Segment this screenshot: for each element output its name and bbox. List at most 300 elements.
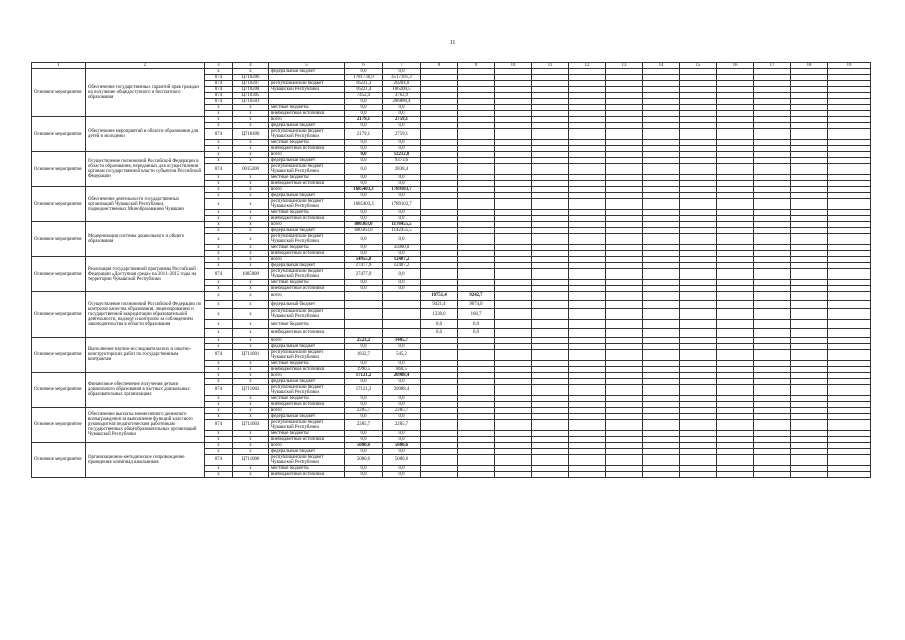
table-row — [32, 292, 871, 301]
header-cell: 6 — [345, 63, 383, 69]
value-col7-cell: 0,0 — [383, 69, 421, 75]
value-col8-cell: 10751,4 — [421, 292, 458, 301]
empty-cell — [828, 309, 871, 320]
funding-source-cell: всего — [269, 407, 345, 413]
budget-code-cell: Ц710206 — [233, 75, 269, 81]
budget-table — [31, 62, 871, 478]
empty-cell — [717, 349, 754, 360]
empty-cell — [791, 309, 828, 320]
value-col6-cell: 1990,5 — [345, 366, 383, 372]
empty-cell — [606, 419, 643, 430]
empty-cell — [717, 384, 754, 395]
header-cell: 8 — [421, 63, 458, 69]
funding-source-cell: местные бюджеты — [269, 395, 345, 401]
value-col7-cell: 0,0 — [383, 234, 421, 245]
value-col7-cell: 12212,0 — [383, 152, 421, 158]
grbs-code-cell: x — [205, 436, 233, 442]
empty-cell — [495, 199, 532, 210]
empty-cell — [754, 129, 791, 140]
value-col7-cell: 20988,4 — [383, 372, 421, 378]
value-col9-cell — [458, 384, 495, 395]
budget-code-cell: x — [233, 320, 269, 329]
empty-cell — [754, 454, 791, 465]
grbs-code-cell: x — [205, 228, 233, 234]
value-col9-cell: 0,0 — [458, 329, 495, 338]
empty-cell — [569, 329, 606, 338]
value-col6-cell: 16221,4 — [345, 87, 383, 93]
empty-cell — [495, 349, 532, 360]
empty-cell — [754, 300, 791, 309]
empty-cell — [495, 300, 532, 309]
funding-source-cell: федеральный бюджет — [269, 228, 345, 234]
grbs-code-cell: x — [205, 111, 233, 117]
value-col7-cell: 0,0 — [383, 395, 421, 401]
grbs-code-cell: x — [205, 175, 233, 181]
empty-cell — [680, 471, 717, 477]
value-col6-cell: 0,0 — [345, 465, 383, 471]
empty-cell — [495, 329, 532, 338]
budget-code-cell: Ц711002 — [233, 384, 269, 395]
value-col8-cell — [421, 419, 458, 430]
empty-cell — [606, 454, 643, 465]
empty-cell — [754, 471, 791, 477]
empty-cell — [606, 349, 643, 360]
funding-source-cell: внебюджетные источники — [269, 251, 345, 257]
grbs-code-cell: 874 — [205, 99, 233, 105]
value-col6-cell: 0,0 — [345, 111, 383, 117]
value-col7-cell: 1789103,7 — [383, 187, 421, 193]
funding-source-cell: местные бюджеты — [269, 140, 345, 146]
value-col6-cell: 0,0 — [345, 378, 383, 384]
value-col7-cell: 0,0 — [383, 146, 421, 152]
budget-code-cell: x — [233, 234, 269, 245]
grbs-code-cell: x — [205, 257, 233, 263]
value-col7-cell — [383, 300, 421, 309]
value-col6-cell: 0,0 — [345, 158, 383, 164]
value-col9-cell: 168,7 — [458, 309, 495, 320]
value-col7-cell: 0,0 — [383, 175, 421, 181]
budget-code-cell: 1005000 — [233, 269, 269, 280]
funding-source-cell: федеральный бюджет — [269, 448, 345, 454]
empty-cell — [569, 234, 606, 245]
value-col7-cell: 1405,7 — [383, 337, 421, 343]
row-description-cell: Обеспечение выплаты ежемесячного денежного вознаграждения за выполнение функций классного руководителя педагогическим работникам государственных общеобразовательных организаций Чувашской Республики — [86, 407, 205, 442]
value-col6-cell: 800363,0 — [345, 222, 383, 228]
funding-source-cell: всего — [269, 372, 345, 378]
grbs-code-cell: x — [205, 280, 233, 286]
empty-cell — [828, 129, 871, 140]
grbs-code-cell: x — [205, 343, 233, 349]
value-col8-cell: 1330,0 — [421, 309, 458, 320]
funding-source-cell: внебюджетные источники — [269, 401, 345, 407]
budget-code-cell: x — [233, 245, 269, 251]
budget-code-cell: Ц710207 — [233, 81, 269, 87]
funding-source-cell: всего — [269, 442, 345, 448]
value-col6-cell: 27477,9 — [345, 263, 383, 269]
funding-source-cell: федеральный бюджет — [269, 263, 345, 269]
grbs-code-cell: x — [205, 251, 233, 257]
value-col7-cell: 0,0 — [383, 123, 421, 129]
value-col7-cell: 106200,5 — [383, 87, 421, 93]
grbs-code-cell: x — [205, 442, 233, 448]
grbs-code-cell: x — [205, 430, 233, 436]
funding-source-cell: республиканский бюджет Чувашской Республики — [269, 419, 345, 430]
value-col7-cell — [383, 309, 421, 320]
grbs-code-cell: x — [205, 234, 233, 245]
value-col6-cell: 54955,8 — [345, 257, 383, 263]
row-description-cell: Финансовое обеспечение получения детьми дошкольного образования в частных дошкольных образовательных организациях — [86, 372, 205, 407]
grbs-code-cell: x — [205, 199, 233, 210]
value-col7-cell: 545,2 — [383, 349, 421, 360]
value-col6-cell: 1685403,3 — [345, 187, 383, 193]
empty-cell — [828, 300, 871, 309]
empty-cell — [643, 292, 680, 301]
budget-code-cell: x — [233, 280, 269, 286]
row-description-cell: Реализация государственной программы Российской Федерации «Доступная среда» на 2011–2015 годы на территории Чувашской Республики — [86, 257, 205, 292]
value-col6-cell: 2285,7 — [345, 419, 383, 430]
empty-cell — [754, 199, 791, 210]
empty-cell — [532, 309, 569, 320]
empty-cell — [791, 454, 828, 465]
value-col6-cell: 0,0 — [345, 146, 383, 152]
value-col9-cell: 9074,0 — [458, 300, 495, 309]
budget-code-cell: x — [233, 343, 269, 349]
empty-cell — [606, 384, 643, 395]
budget-code-cell: Ц711001 — [233, 349, 269, 360]
funding-source-cell: республиканский бюджет Чувашской Республики — [269, 129, 345, 140]
value-col6-cell: 0,0 — [345, 175, 383, 181]
empty-cell — [717, 300, 754, 309]
grbs-code-cell: x — [205, 292, 233, 301]
value-col7-cell: 1178455,5 — [383, 222, 421, 228]
value-col6-cell: 0,0 — [345, 251, 383, 257]
value-col8-cell — [421, 129, 458, 140]
header-cell: 11 — [532, 63, 569, 69]
budget-code-cell: Ц711003 — [233, 419, 269, 430]
empty-cell — [569, 199, 606, 210]
header-cell: 16 — [717, 63, 754, 69]
grbs-code-cell: x — [205, 366, 233, 372]
value-col6-cell: 0,0 — [345, 395, 383, 401]
value-col9-cell — [458, 269, 495, 280]
header-cell: 1 — [32, 63, 86, 69]
funding-source-cell: внебюджетные источники — [269, 146, 345, 152]
value-col6-cell: 0,0 — [345, 152, 383, 158]
header-cell: 10 — [495, 63, 532, 69]
funding-source-cell: внебюджетные источники — [269, 329, 345, 338]
empty-cell — [717, 199, 754, 210]
empty-cell — [717, 419, 754, 430]
empty-cell — [754, 349, 791, 360]
budget-code-cell: x — [233, 329, 269, 338]
grbs-code-cell: 874 — [205, 384, 233, 395]
empty-cell — [791, 164, 828, 175]
funding-source-cell: республиканский бюджет — [269, 81, 345, 87]
empty-cell — [828, 320, 871, 329]
funding-source-cell: республиканский бюджет Чувашской Республики — [269, 454, 345, 465]
empty-cell — [495, 320, 532, 329]
value-col6-cell — [345, 309, 383, 320]
budget-code-cell: x — [233, 69, 269, 75]
budget-code-cell: x — [233, 181, 269, 187]
value-col6-cell: 0,0 — [345, 181, 383, 187]
empty-cell — [569, 419, 606, 430]
value-col7-cell: 0,0 — [383, 360, 421, 366]
empty-cell — [606, 129, 643, 140]
empty-cell — [828, 349, 871, 360]
budget-code-cell: x — [233, 407, 269, 413]
value-col6-cell: 2179,1 — [345, 129, 383, 140]
budget-code-cell: Ц710400 — [233, 129, 269, 140]
empty-cell — [532, 269, 569, 280]
row-description-cell: Обеспечение мероприятий в области образования для детей и молодежи — [86, 117, 205, 152]
budget-code-cell: x — [233, 105, 269, 111]
empty-cell — [754, 269, 791, 280]
value-col6-cell: 7452,4 — [345, 93, 383, 99]
budget-code-cell: x — [233, 413, 269, 419]
funding-source-cell: Чувашской Республики — [269, 87, 345, 93]
empty-cell — [754, 309, 791, 320]
empty-cell — [680, 129, 717, 140]
row-type-cell: Основное мероприятие — [32, 257, 86, 292]
value-col6-cell: 0,0 — [345, 413, 383, 419]
empty-cell — [606, 199, 643, 210]
value-col6-cell: 0,0 — [345, 216, 383, 222]
budget-code-cell: x — [233, 471, 269, 477]
funding-source-cell: федеральный бюджет — [269, 69, 345, 75]
value-col9-cell — [458, 454, 495, 465]
funding-source-cell: федеральный бюджет — [269, 343, 345, 349]
empty-cell — [717, 320, 754, 329]
empty-cell — [717, 454, 754, 465]
grbs-code-cell: 874 — [205, 81, 233, 87]
empty-cell — [791, 234, 828, 245]
value-col6-cell: 0,0 — [345, 471, 383, 477]
budget-code-cell: x — [233, 257, 269, 263]
empty-cell — [680, 269, 717, 280]
empty-cell — [606, 300, 643, 309]
value-col6-cell: 2285,7 — [345, 407, 383, 413]
funding-source-cell: всего — [269, 222, 345, 228]
empty-cell — [680, 329, 717, 338]
empty-cell — [791, 129, 828, 140]
value-col6-cell: 5080,6 — [345, 454, 383, 465]
funding-source-cell: внебюджетные источники — [269, 286, 345, 292]
value-col9-cell — [458, 129, 495, 140]
header-cell: 18 — [791, 63, 828, 69]
empty-cell — [495, 384, 532, 395]
empty-cell — [680, 320, 717, 329]
empty-cell — [680, 234, 717, 245]
grbs-code-cell: 874 — [205, 419, 233, 430]
budget-code-cell: x — [233, 360, 269, 366]
empty-cell — [532, 349, 569, 360]
value-col6-cell: 0,0 — [345, 343, 383, 349]
value-col7-cell: 2285,7 — [383, 419, 421, 430]
empty-cell — [569, 129, 606, 140]
value-col7-cell: 20284,0 — [383, 81, 421, 87]
grbs-code-cell: x — [205, 372, 233, 378]
row-type-cell: Основное мероприятие — [32, 152, 86, 187]
empty-cell — [643, 309, 680, 320]
value-col7-cell: 20988,4 — [383, 384, 421, 395]
value-col8-cell: 9421,4 — [421, 300, 458, 309]
empty-cell — [569, 471, 606, 477]
empty-cell — [791, 300, 828, 309]
value-col6-cell: 17121,2 — [345, 384, 383, 395]
empty-cell — [791, 199, 828, 210]
empty-cell — [606, 320, 643, 329]
funding-source-cell: федеральный бюджет — [269, 123, 345, 129]
row-description-cell: Обеспечение деятельности государственных организаций Чувашской Республики, подведомственных Минобразованию Чувашии — [86, 187, 205, 222]
grbs-code-cell: x — [205, 117, 233, 123]
value-col8-cell — [421, 349, 458, 360]
grbs-code-cell: x — [205, 337, 233, 343]
value-col7-cell: 0,0 — [383, 216, 421, 222]
row-type-cell: Основное мероприятие — [32, 69, 86, 117]
budget-code-cell: x — [233, 140, 269, 146]
budget-code-cell: x — [233, 448, 269, 454]
value-col8-cell: 0,0 — [421, 320, 458, 329]
value-col6-cell: 0,0 — [345, 69, 383, 75]
value-col7-cell: 0,0 — [383, 465, 421, 471]
row-type-cell: Основное мероприятие — [32, 187, 86, 222]
value-col6-cell: 0,0 — [345, 448, 383, 454]
funding-source-cell: федеральный бюджет — [269, 193, 345, 199]
value-col6-cell: 0,0 — [345, 401, 383, 407]
grbs-code-cell: x — [205, 181, 233, 187]
value-col8-cell — [421, 199, 458, 210]
funding-source-cell: республиканский бюджет Чувашской Республики — [269, 349, 345, 360]
empty-cell — [495, 454, 532, 465]
grbs-code-cell: x — [205, 286, 233, 292]
header-cell: 17 — [754, 63, 791, 69]
row-description-cell: Осуществление полномочий Российской Федерации в области образования, переданных для осуществления органам государственной власти субъектов Российской Федерации — [86, 152, 205, 187]
empty-cell — [680, 300, 717, 309]
row-type-cell: Основное мероприятие — [32, 117, 86, 152]
value-col7-cell: 12487,2 — [383, 263, 421, 269]
grbs-code-cell: x — [205, 187, 233, 193]
budget-code-cell: x — [233, 430, 269, 436]
empty-cell — [569, 454, 606, 465]
funding-source-cell: местные бюджеты — [269, 430, 345, 436]
grbs-code-cell: 874 — [205, 93, 233, 99]
value-col6-cell: 0,0 — [345, 436, 383, 442]
empty-cell — [717, 164, 754, 175]
page-number: 11 — [449, 40, 456, 46]
budget-code-cell: x — [233, 372, 269, 378]
value-col6-cell — [345, 292, 383, 301]
value-col6-cell: 5080,6 — [345, 442, 383, 448]
empty-cell — [495, 419, 532, 430]
funding-source-cell: местные бюджеты — [269, 320, 345, 329]
budget-code-cell: x — [233, 193, 269, 199]
empty-cell — [643, 349, 680, 360]
empty-cell — [532, 454, 569, 465]
grbs-code-cell: 874 — [205, 129, 233, 140]
value-col6-cell: 1781736,9 — [345, 75, 383, 81]
header-cell: 9 — [458, 63, 495, 69]
row-type-cell: Основное мероприятие — [32, 222, 86, 257]
grbs-code-cell: x — [205, 123, 233, 129]
value-col7-cell: 5080,6 — [383, 442, 421, 448]
empty-cell — [643, 234, 680, 245]
funding-source-cell: внебюджетные источники — [269, 111, 345, 117]
funding-source-cell: всего — [269, 337, 345, 343]
value-col9-cell: 0,0 — [458, 320, 495, 329]
value-col7-cell: 0,0 — [383, 430, 421, 436]
value-col9-cell: 9242,7 — [458, 292, 495, 301]
grbs-code-cell: 874 — [205, 164, 233, 175]
row-type-cell: Основное мероприятие — [32, 442, 86, 477]
empty-cell — [754, 292, 791, 301]
empty-cell — [828, 199, 871, 210]
empty-cell — [680, 384, 717, 395]
value-col6-cell: 0,0 — [345, 164, 383, 175]
empty-cell — [495, 269, 532, 280]
empty-cell — [569, 384, 606, 395]
grbs-code-cell: x — [205, 245, 233, 251]
value-col6-cell: 0,0 — [345, 360, 383, 366]
value-col7-cell: 2838,4 — [383, 164, 421, 175]
empty-cell — [754, 384, 791, 395]
empty-cell — [606, 164, 643, 175]
empty-cell — [643, 300, 680, 309]
value-col7-cell: 0,0 — [383, 286, 421, 292]
empty-cell — [606, 309, 643, 320]
row-type-cell: Основное мероприятие — [32, 407, 86, 442]
budget-code-cell: x — [233, 395, 269, 401]
value-col8-cell — [421, 164, 458, 175]
funding-source-cell: внебюджетные источники — [269, 471, 345, 477]
budget-code-cell: x — [233, 401, 269, 407]
empty-cell — [495, 164, 532, 175]
grbs-code-cell: x — [205, 105, 233, 111]
value-col7-cell: 0,0 — [383, 471, 421, 477]
empty-cell — [791, 471, 828, 477]
grbs-code-cell: x — [205, 465, 233, 471]
empty-cell — [828, 384, 871, 395]
funding-source-cell: внебюджетные источники — [269, 181, 345, 187]
value-col6-cell: 2523,2 — [345, 337, 383, 343]
funding-source-cell: местные бюджеты — [269, 245, 345, 251]
empty-cell — [532, 300, 569, 309]
value-col9-cell — [458, 471, 495, 477]
empty-cell — [717, 471, 754, 477]
budget-code-cell: 0015200 — [233, 164, 269, 175]
funding-source-cell: республиканский бюджет Чувашской Республики — [269, 234, 345, 245]
funding-source-cell: республиканский бюджет Чувашской Республики — [269, 269, 345, 280]
grbs-code-cell: x — [205, 413, 233, 419]
value-col6-cell: 0,0 — [345, 245, 383, 251]
empty-cell — [717, 329, 754, 338]
empty-cell — [791, 269, 828, 280]
value-col7-cell: 1789103,7 — [383, 199, 421, 210]
value-col7-cell: 35000,0 — [383, 245, 421, 251]
value-col7-cell: 0,0 — [383, 251, 421, 257]
empty-cell — [532, 320, 569, 329]
value-col9-cell — [458, 164, 495, 175]
grbs-code-cell: x — [205, 401, 233, 407]
value-col6-cell: 0,0 — [345, 99, 383, 105]
empty-cell — [495, 471, 532, 477]
empty-cell — [680, 309, 717, 320]
funding-source-cell: местные бюджеты — [269, 465, 345, 471]
empty-cell — [717, 292, 754, 301]
empty-cell — [606, 269, 643, 280]
budget-code-cell: x — [233, 251, 269, 257]
empty-cell — [754, 320, 791, 329]
